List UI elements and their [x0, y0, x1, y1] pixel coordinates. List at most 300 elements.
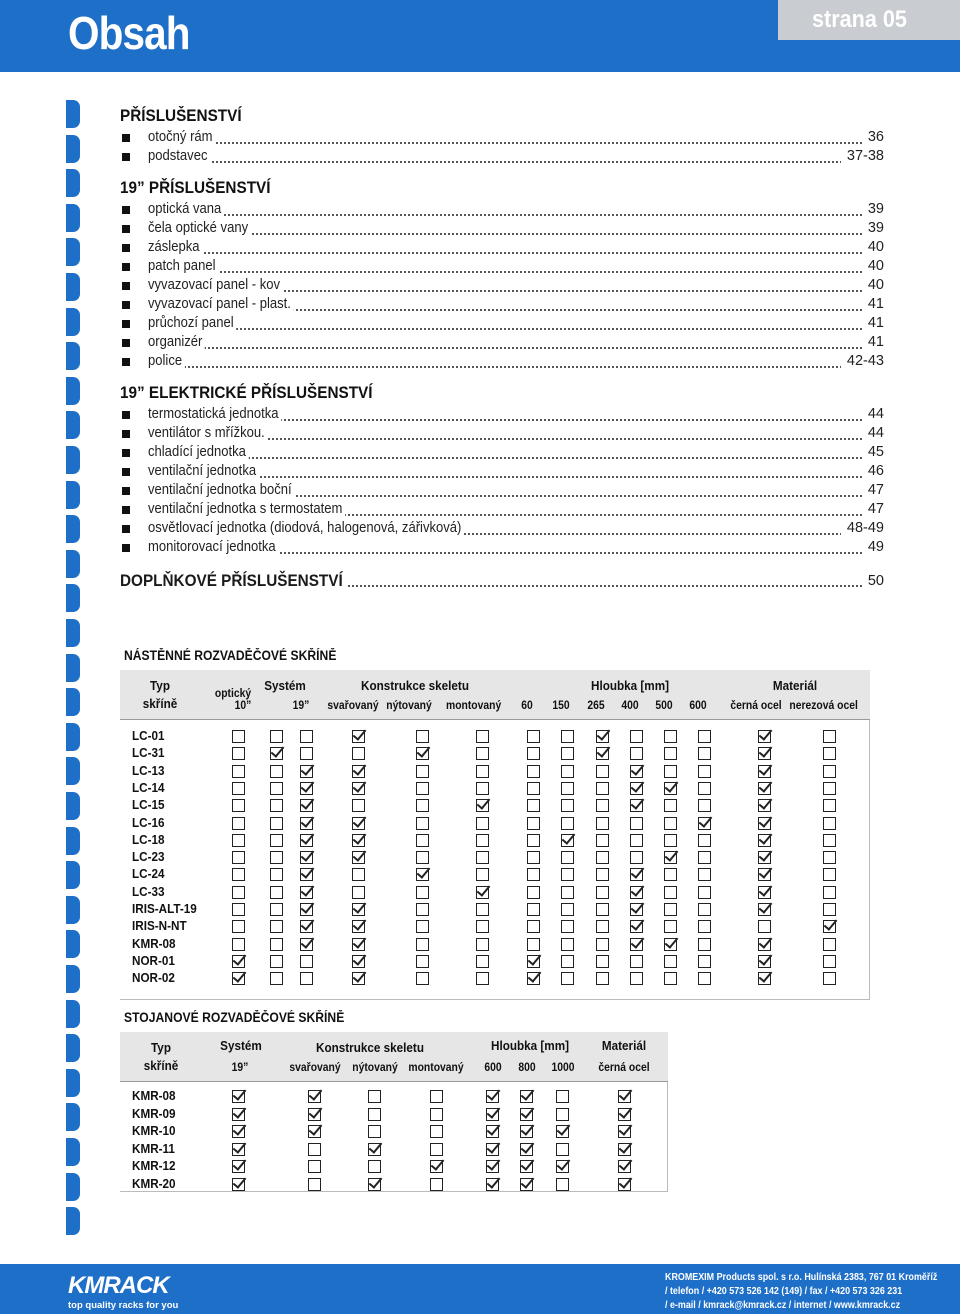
bullet-icon: [122, 244, 130, 252]
toc-entry-label: ventilační jednotka boční: [148, 481, 294, 500]
table-row-name: NOR-02: [132, 970, 175, 986]
checkbox-checked-icon: [758, 972, 771, 985]
toc-entry-label: organizér: [148, 333, 205, 352]
checkbox-checked-icon: [300, 782, 313, 795]
checkbox-empty-icon: [416, 765, 429, 778]
toc-entry[interactable]: [120, 481, 884, 500]
checkbox-empty-icon: [556, 1108, 569, 1121]
checkbox-empty-icon: [664, 747, 677, 760]
checkbox-empty-icon: [561, 799, 574, 812]
checkbox-empty-icon: [823, 817, 836, 830]
checkbox-empty-icon: [664, 868, 677, 881]
checkbox-empty-icon: [232, 765, 245, 778]
checkbox-empty-icon: [561, 851, 574, 864]
checkbox-empty-icon: [823, 799, 836, 812]
checkbox-empty-icon: [664, 955, 677, 968]
table-row-name: LC-14: [132, 779, 165, 795]
checkbox-empty-icon: [561, 955, 574, 968]
bullet-icon: [122, 468, 130, 476]
toc-entry[interactable]: [120, 147, 884, 166]
checkbox-empty-icon: [596, 920, 609, 933]
header-konstrukce-col: svařovaný: [289, 1062, 341, 1074]
checkbox-empty-icon: [270, 955, 283, 968]
binder-tab: [66, 100, 80, 128]
checkbox-checked-icon: [664, 782, 677, 795]
checkbox-checked-icon: [618, 1178, 631, 1191]
checkbox-empty-icon: [476, 903, 489, 916]
checkbox-empty-icon: [823, 851, 836, 864]
table-row-name: LC-23: [132, 849, 165, 865]
checkbox-checked-icon: [308, 1125, 321, 1138]
header-material: Materiál: [772, 678, 818, 693]
toc-entry[interactable]: [120, 238, 884, 257]
checkbox-checked-icon: [300, 938, 313, 951]
checkbox-checked-icon: [596, 747, 609, 760]
checkbox-checked-icon: [561, 834, 574, 847]
bullet-icon: [122, 206, 130, 214]
checkbox-empty-icon: [232, 886, 245, 899]
checkbox-checked-icon: [758, 747, 771, 760]
toc-entry[interactable]: [120, 333, 884, 352]
header-system: Systém: [264, 678, 306, 693]
checkbox-empty-icon: [476, 972, 489, 985]
toc-section-title: PŘÍSLUŠENSTVÍ: [120, 106, 242, 125]
checkbox-checked-icon: [520, 1160, 533, 1173]
checkbox-checked-icon: [300, 920, 313, 933]
checkbox-checked-icon: [476, 799, 489, 812]
toc-entry-page: 39: [862, 219, 884, 238]
bullet-icon: [122, 411, 130, 419]
checkbox-empty-icon: [823, 972, 836, 985]
toc-entry-page: 39: [862, 200, 884, 219]
checkbox-checked-icon: [698, 817, 711, 830]
checkbox-empty-icon: [527, 938, 540, 951]
toc-entry-label: patch panel: [148, 257, 218, 276]
checkbox-empty-icon: [561, 868, 574, 881]
checkbox-empty-icon: [232, 903, 245, 916]
header-konstrukce: Konstrukce skeletu: [361, 678, 469, 693]
checkbox-empty-icon: [476, 851, 489, 864]
checkbox-checked-icon: [486, 1160, 499, 1173]
binder-tab: [66, 169, 80, 197]
checkbox-empty-icon: [270, 817, 283, 830]
toc-entry-label: záslepka: [148, 238, 202, 257]
checkbox-empty-icon: [270, 834, 283, 847]
checkbox-empty-icon: [596, 782, 609, 795]
checkbox-empty-icon: [308, 1178, 321, 1191]
checkbox-empty-icon: [664, 920, 677, 933]
table-row-name: KMR-10: [132, 1123, 176, 1139]
toc-entry-extra[interactable]: [120, 569, 884, 593]
checkbox-empty-icon: [232, 747, 245, 760]
toc-entry-page: 40: [862, 276, 884, 295]
toc-entry-label: chladící jednotka: [148, 443, 249, 462]
toc-entry[interactable]: [120, 443, 884, 462]
toc-entry[interactable]: [120, 276, 884, 295]
binder-tab: [66, 515, 80, 543]
checkbox-checked-icon: [232, 955, 245, 968]
checkbox-checked-icon: [486, 1143, 499, 1156]
checkbox-empty-icon: [556, 1143, 569, 1156]
checkbox-empty-icon: [561, 886, 574, 899]
checkbox-empty-icon: [476, 868, 489, 881]
toc-entry[interactable]: [120, 500, 884, 519]
binder-tab: [66, 1000, 80, 1028]
checkbox-empty-icon: [664, 903, 677, 916]
checkbox-empty-icon: [430, 1178, 443, 1191]
toc-entry-label: optická vana: [148, 200, 224, 219]
checkbox-empty-icon: [561, 920, 574, 933]
checkbox-checked-icon: [758, 817, 771, 830]
toc-entry[interactable]: [120, 538, 884, 557]
checkbox-empty-icon: [476, 817, 489, 830]
checkbox-empty-icon: [596, 851, 609, 864]
checkbox-checked-icon: [300, 799, 313, 812]
toc-entry-label: police: [148, 352, 185, 371]
table-header: [120, 670, 870, 720]
checkbox-empty-icon: [758, 920, 771, 933]
header-typ: Typ: [150, 678, 170, 693]
checkbox-checked-icon: [368, 1178, 381, 1191]
header-hloubka-col: 60: [521, 700, 533, 712]
checkbox-empty-icon: [527, 799, 540, 812]
checkbox-empty-icon: [527, 782, 540, 795]
company-address: KROMEXIM Products spol. s r.o. Hulínská 2383, 767 01 Kroměříž: [665, 1271, 938, 1283]
checkbox-empty-icon: [270, 938, 283, 951]
checkbox-empty-icon: [527, 903, 540, 916]
checkbox-empty-icon: [416, 886, 429, 899]
bullet-icon: [122, 301, 130, 309]
checkbox-empty-icon: [823, 834, 836, 847]
checkbox-empty-icon: [596, 972, 609, 985]
bullet-icon: [122, 339, 130, 347]
toc-entry-page: 40: [862, 238, 884, 257]
dot-leader: [148, 366, 862, 368]
checkbox-empty-icon: [270, 782, 283, 795]
toc-entry-label: osvětlovací jednotka (diodová, halogenová, zářivková): [148, 519, 464, 538]
binder-tab: [66, 238, 80, 266]
header-hloubka-col: 265: [587, 700, 605, 712]
checkbox-checked-icon: [618, 1108, 631, 1121]
binder-tab: [66, 411, 80, 439]
checkbox-empty-icon: [270, 765, 283, 778]
checkbox-empty-icon: [823, 782, 836, 795]
checkbox-empty-icon: [561, 730, 574, 743]
checkbox-checked-icon: [232, 1090, 245, 1103]
header-system-col: 19”: [231, 1062, 249, 1074]
checkbox-checked-icon: [520, 1143, 533, 1156]
checkbox-checked-icon: [758, 886, 771, 899]
toc-entry-page: 50: [862, 569, 884, 593]
bullet-icon: [122, 449, 130, 457]
toc-entry[interactable]: [120, 257, 884, 276]
checkbox-empty-icon: [664, 817, 677, 830]
checkbox-empty-icon: [527, 920, 540, 933]
checkbox-checked-icon: [300, 886, 313, 899]
header-opticky: optický: [214, 688, 252, 700]
toc-entry-page: 47: [862, 500, 884, 519]
header-konstrukce-col: nýtovaný: [386, 700, 432, 712]
header-hloubka-col: 1000: [551, 1062, 575, 1074]
toc-entry-label: ventilační jednotka: [148, 462, 259, 481]
checkbox-checked-icon: [232, 1160, 245, 1173]
binder-tab: [66, 619, 80, 647]
toc-entry-page: 47: [862, 481, 884, 500]
checkbox-checked-icon: [758, 955, 771, 968]
checkbox-checked-icon: [232, 1178, 245, 1191]
table-row-name: LC-31: [132, 745, 165, 761]
checkbox-empty-icon: [430, 1143, 443, 1156]
checkbox-empty-icon: [416, 799, 429, 812]
checkbox-empty-icon: [476, 938, 489, 951]
toc-entry-page: 44: [862, 405, 884, 424]
checkbox-empty-icon: [561, 782, 574, 795]
checkbox-checked-icon: [618, 1143, 631, 1156]
table-row-name: KMR-11: [132, 1140, 175, 1156]
checkbox-empty-icon: [476, 834, 489, 847]
checkbox-checked-icon: [520, 1178, 533, 1191]
checkbox-empty-icon: [270, 851, 283, 864]
checkbox-checked-icon: [823, 920, 836, 933]
header-hloubka: Hloubka [mm]: [590, 678, 669, 693]
checkbox-empty-icon: [527, 868, 540, 881]
checkbox-empty-icon: [416, 972, 429, 985]
toc-entry[interactable]: [120, 352, 884, 371]
checkbox-checked-icon: [300, 868, 313, 881]
checkbox-empty-icon: [352, 747, 365, 760]
dot-leader: [148, 142, 862, 144]
checkbox-empty-icon: [352, 886, 365, 899]
checkbox-checked-icon: [527, 955, 540, 968]
contact-info: [665, 1270, 938, 1312]
toc-entry[interactable]: [120, 314, 884, 333]
floor-table-title: STOJANOVÉ ROZVADĚČOVÉ SKŘÍNĚ: [124, 1010, 345, 1025]
bullet-icon: [122, 282, 130, 290]
header-konstrukce-col: nýtovaný: [352, 1062, 398, 1074]
toc-entry-page: 37-38: [841, 147, 884, 166]
checkbox-empty-icon: [430, 1125, 443, 1138]
toc-entry-page: 46: [862, 462, 884, 481]
checkbox-empty-icon: [416, 955, 429, 968]
bullet-icon: [122, 320, 130, 328]
header-material-col: černá ocel: [730, 700, 782, 712]
checkbox-empty-icon: [232, 782, 245, 795]
toc-entry[interactable]: [120, 519, 884, 538]
checkbox-checked-icon: [758, 868, 771, 881]
toc-extra-title: DOPLŇKOVÉ PŘÍSLUŠENSTVÍ: [120, 569, 346, 593]
checkbox-empty-icon: [232, 851, 245, 864]
toc-entry-label: termostatická jednotka: [148, 405, 281, 424]
dot-leader: [148, 252, 862, 254]
checkbox-empty-icon: [368, 1108, 381, 1121]
checkbox-checked-icon: [486, 1108, 499, 1121]
checkbox-empty-icon: [416, 782, 429, 795]
checkbox-empty-icon: [232, 799, 245, 812]
checkbox-checked-icon: [758, 834, 771, 847]
toc-entry-page: 41: [862, 333, 884, 352]
page-footer: [0, 1264, 960, 1314]
checkbox-empty-icon: [527, 730, 540, 743]
checkbox-checked-icon: [664, 851, 677, 864]
checkbox-checked-icon: [300, 834, 313, 847]
checkbox-checked-icon: [618, 1160, 631, 1173]
checkbox-empty-icon: [527, 817, 540, 830]
checkbox-checked-icon: [486, 1178, 499, 1191]
header-hloubka-col: 400: [621, 700, 639, 712]
checkbox-empty-icon: [596, 765, 609, 778]
checkbox-checked-icon: [300, 765, 313, 778]
checkbox-checked-icon: [520, 1125, 533, 1138]
checkbox-empty-icon: [664, 834, 677, 847]
table-row-name: KMR-20: [132, 1176, 176, 1191]
checkbox-checked-icon: [527, 972, 540, 985]
checkbox-empty-icon: [698, 886, 711, 899]
checkbox-empty-icon: [476, 782, 489, 795]
checkbox-empty-icon: [630, 834, 643, 847]
checkbox-empty-icon: [630, 817, 643, 830]
checkbox-checked-icon: [352, 765, 365, 778]
checkbox-empty-icon: [416, 920, 429, 933]
toc-entry-label: monitorovací jednotka: [148, 538, 278, 557]
checkbox-empty-icon: [270, 886, 283, 899]
checkbox-checked-icon: [308, 1090, 321, 1103]
header-hloubka-col: 150: [552, 700, 570, 712]
table-row-name: KMR-08: [132, 935, 176, 951]
page-header: [0, 0, 960, 72]
checkbox-checked-icon: [476, 886, 489, 899]
header-konstrukce-col: svařovaný: [327, 700, 379, 712]
binder-tab: [66, 584, 80, 612]
table-row-name: LC-33: [132, 883, 165, 899]
table-row-name: LC-18: [132, 831, 165, 847]
checkbox-empty-icon: [368, 1160, 381, 1173]
toc-entry-label: otočný rám: [148, 128, 215, 147]
checkbox-empty-icon: [270, 903, 283, 916]
checkbox-checked-icon: [630, 903, 643, 916]
binder-tab: [66, 688, 80, 716]
checkbox-empty-icon: [823, 765, 836, 778]
checkbox-empty-icon: [664, 765, 677, 778]
checkbox-empty-icon: [527, 886, 540, 899]
dot-leader: [148, 214, 862, 216]
binder-tab: [66, 654, 80, 682]
logo-wordmark: KMRACK: [68, 1272, 169, 1299]
checkbox-empty-icon: [596, 903, 609, 916]
checkbox-empty-icon: [561, 817, 574, 830]
header-material-col: nerezová ocel: [789, 700, 858, 712]
table-row-name: IRIS-N-NT: [132, 918, 187, 934]
bullet-icon: [122, 544, 130, 552]
dot-leader: [148, 457, 862, 459]
table-row-name: LC-16: [132, 814, 165, 830]
toc-entry-label: podstavec: [148, 147, 210, 166]
table-row-name: KMR-08: [132, 1088, 176, 1103]
checkbox-empty-icon: [476, 730, 489, 743]
page-number-label: strana 05: [812, 6, 907, 33]
toc-entry[interactable]: [120, 405, 884, 424]
checkbox-empty-icon: [308, 1160, 321, 1173]
toc-entry[interactable]: [120, 462, 884, 481]
checkbox-empty-icon: [270, 972, 283, 985]
page-number-badge: [778, 0, 960, 40]
binder-tab: [66, 861, 80, 889]
checkbox-empty-icon: [698, 972, 711, 985]
checkbox-empty-icon: [698, 938, 711, 951]
toc-entry[interactable]: [120, 424, 884, 443]
checkbox-empty-icon: [664, 886, 677, 899]
binder-tab: [66, 1207, 80, 1235]
toc-entry-page: 41: [862, 314, 884, 333]
binder-tab: [66, 308, 80, 336]
table-of-contents: [120, 104, 884, 593]
checkbox-empty-icon: [556, 1090, 569, 1103]
dot-leader: [148, 347, 862, 349]
checkbox-checked-icon: [352, 782, 365, 795]
toc-entry[interactable]: [120, 200, 884, 219]
checkbox-empty-icon: [232, 868, 245, 881]
bullet-icon: [122, 430, 130, 438]
checkbox-checked-icon: [352, 903, 365, 916]
table-row-name: LC-15: [132, 797, 165, 813]
checkbox-empty-icon: [698, 868, 711, 881]
bullet-icon: [122, 134, 130, 142]
checkbox-empty-icon: [561, 747, 574, 760]
checkbox-checked-icon: [352, 851, 365, 864]
checkbox-empty-icon: [270, 868, 283, 881]
table-row-name: LC-24: [132, 866, 165, 882]
checkbox-checked-icon: [300, 817, 313, 830]
binder-tab: [66, 1034, 80, 1062]
binder-tab: [66, 896, 80, 924]
checkbox-checked-icon: [352, 730, 365, 743]
toc-entry-label: ventilační jednotka s termostatem: [148, 500, 345, 519]
checkbox-checked-icon: [758, 799, 771, 812]
header-hloubka-col: 600: [484, 1062, 502, 1074]
checkbox-checked-icon: [758, 851, 771, 864]
header-hloubka-col: 800: [518, 1062, 536, 1074]
binder-tab: [66, 827, 80, 855]
binder-tab: [66, 757, 80, 785]
header-skrine: skříně: [143, 1058, 179, 1073]
checkbox-empty-icon: [823, 886, 836, 899]
toc-entry[interactable]: [120, 295, 884, 314]
checkbox-empty-icon: [476, 747, 489, 760]
phone-fax: / telefon / +420 573 526 142 (149) / fax / +420 573 326 231: [665, 1285, 903, 1297]
binder-tab: [66, 1069, 80, 1097]
checkbox-empty-icon: [596, 938, 609, 951]
toc-entry[interactable]: [120, 128, 884, 147]
checkbox-empty-icon: [698, 730, 711, 743]
checkbox-checked-icon: [232, 1143, 245, 1156]
binder-tab: [66, 377, 80, 405]
checkbox-checked-icon: [352, 817, 365, 830]
toc-entry-page: 45: [862, 443, 884, 462]
checkbox-empty-icon: [561, 765, 574, 778]
checkbox-empty-icon: [300, 972, 313, 985]
checkbox-empty-icon: [232, 817, 245, 830]
checkbox-checked-icon: [630, 765, 643, 778]
checkbox-checked-icon: [300, 903, 313, 916]
logo-tagline: top quality racks for you: [68, 1300, 179, 1311]
toc-entry[interactable]: [120, 219, 884, 238]
bullet-icon: [122, 358, 130, 366]
header-hloubka-col: 500: [655, 700, 673, 712]
checkbox-empty-icon: [698, 834, 711, 847]
toc-entry-label: vyvazovací panel - plast.: [148, 295, 294, 314]
binder-tab: [66, 1138, 80, 1166]
toc-section-title: 19” ELEKTRICKÉ PŘÍSLUŠENSTVÍ: [120, 383, 373, 402]
binder-tab: [66, 481, 80, 509]
